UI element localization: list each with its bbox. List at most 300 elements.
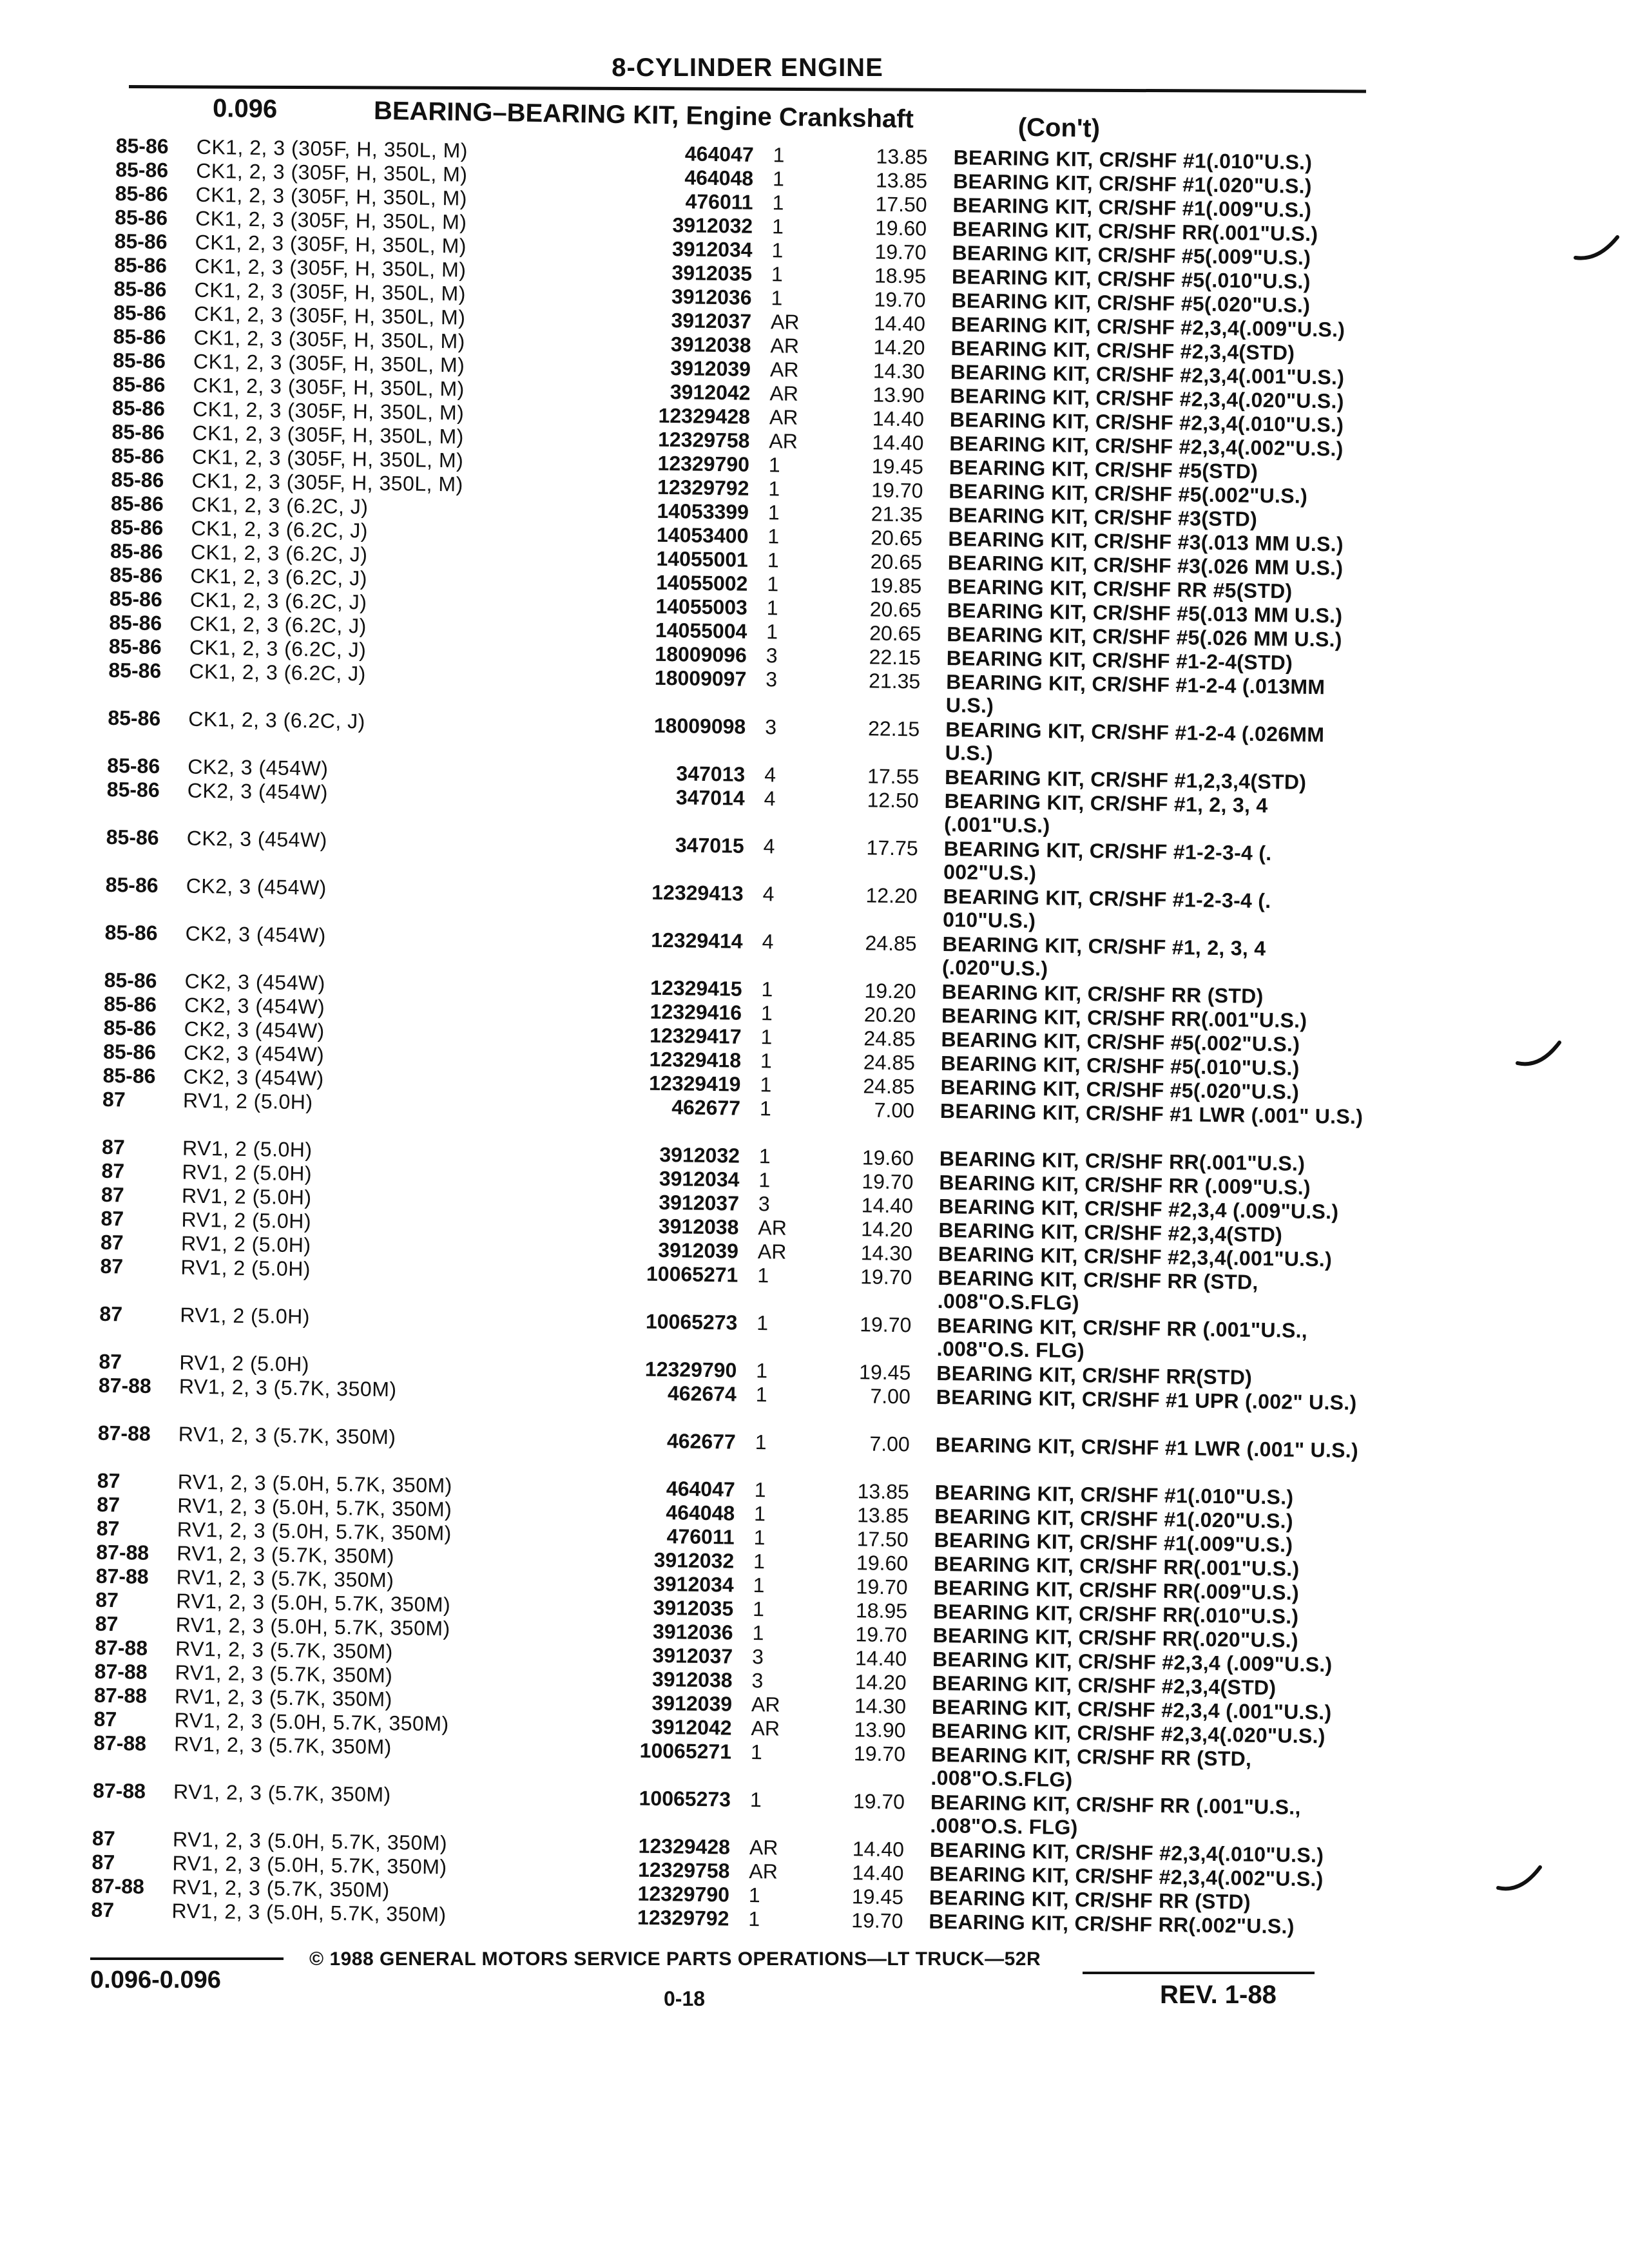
row-price: 20.65: [870, 550, 923, 574]
row-quantity: 1: [767, 572, 779, 596]
row-quantity: AR: [770, 310, 800, 334]
row-part-number: 3912038: [670, 332, 751, 357]
row-price: 13.90: [854, 1718, 906, 1742]
row-year: 85-86: [110, 491, 164, 516]
row-price: 19.70: [874, 287, 926, 312]
row-part-number: 3912039: [670, 356, 751, 381]
row-part-number: 476011: [685, 189, 753, 214]
row-year: 85-86: [103, 992, 157, 1017]
row-price: 14.20: [873, 335, 925, 360]
row-year: 85-86: [109, 610, 162, 635]
row-part-number: 464048: [684, 166, 754, 190]
row-part-number: 10065271: [639, 1738, 732, 1763]
row-part-number: 12329790: [637, 1881, 730, 1907]
row-part-number: 14055004: [655, 618, 747, 643]
row-year: 85-86: [109, 586, 163, 611]
row-price: 14.20: [861, 1217, 913, 1242]
row-year: 87-88: [94, 1635, 148, 1660]
row-year: 85-86: [111, 467, 164, 492]
row-model: RV1, 2, 3 (5.0H, 5.7K, 350M): [177, 1470, 453, 1497]
row-part-number: 462677: [666, 1429, 737, 1454]
row-year: 87-88: [91, 1874, 145, 1898]
row-quantity: AR: [751, 1716, 780, 1740]
row-part-number: 3912042: [670, 380, 751, 405]
row-quantity: 1: [768, 453, 780, 477]
row-part-number: 476011: [666, 1524, 735, 1549]
row-year: 85-86: [103, 1015, 157, 1041]
row-year: 85-86: [108, 634, 162, 659]
row-quantity: AR: [749, 1835, 778, 1860]
row-description: BEARING KIT, CR/SHF #2,3,4(.020"U.S.): [950, 384, 1344, 413]
row-quantity: 1: [772, 167, 785, 191]
row-quantity: 1: [748, 1883, 760, 1907]
row-quantity: 1: [772, 191, 784, 215]
row-model: CK2, 3 (454W): [184, 993, 325, 1019]
row-year: 85-86: [106, 825, 159, 850]
row-year: 85-86: [112, 348, 166, 373]
row-year: 85-86: [104, 920, 158, 945]
row-model: RV1, 2 (5.0H): [181, 1207, 312, 1233]
row-description: BEARING KIT, CR/SHF #5(.002"U.S.): [949, 479, 1308, 508]
row-year: 87-88: [94, 1659, 148, 1684]
row-quantity: AR: [770, 334, 800, 358]
row-quantity: 1: [771, 238, 784, 262]
row-model: RV1, 2, 3 (5.7K, 350M): [176, 1565, 394, 1592]
row-quantity: 3: [751, 1669, 764, 1693]
row-quantity: 1: [760, 1025, 773, 1049]
row-model: CK2, 3 (454W): [183, 1041, 325, 1066]
row-part-number: 12329792: [637, 1905, 729, 1930]
row-model: RV1, 2, 3 (5.0H, 5.7K, 350M): [177, 1517, 452, 1545]
row-year: 87-88: [96, 1540, 149, 1564]
row-description: BEARING KIT, CR/SHF RR(.001"U.S.): [952, 217, 1318, 246]
row-part-number: 12329758: [657, 427, 750, 452]
row-quantity: 1: [755, 1430, 767, 1454]
row-description: BEARING KIT, CR/SHF RR (STD, .008"O.S.FLG): [937, 1265, 1258, 1315]
row-year: 85-86: [111, 419, 165, 445]
row-price: 24.85: [863, 1026, 916, 1051]
row-quantity: AR: [769, 405, 798, 429]
row-part-number: 347015: [675, 833, 744, 858]
row-price: 12.50: [867, 788, 919, 812]
row-description: BEARING KIT, CR/SHF RR (.001"U.S., .008"O.S. FLG): [930, 1790, 1301, 1840]
row-part-number: 3912034: [653, 1571, 734, 1597]
row-quantity: 3: [751, 1645, 764, 1669]
row-model: RV1, 2 (5.0H): [180, 1231, 311, 1257]
row-part-number: 14053400: [656, 523, 749, 548]
row-description: BEARING KIT, CR/SHF #1-2-3-4 (. 002"U.S.): [943, 837, 1272, 885]
row-price: 13.85: [876, 144, 928, 169]
row-description: BEARING KIT, CR/SHF RR(.002"U.S.): [929, 1909, 1295, 1938]
row-price: 19.70: [871, 478, 923, 503]
row-price: 17.75: [866, 836, 918, 860]
row-description: BEARING KIT, CR/SHF #5(.010"U.S.): [951, 265, 1311, 293]
row-part-number: 12329790: [657, 451, 750, 476]
row-quantity: 1: [768, 477, 780, 501]
row-year: 85-86: [105, 872, 159, 898]
row-model: RV1, 2, 3 (5.0H, 5.7K, 350M): [171, 1899, 447, 1927]
row-price: 19.70: [874, 240, 927, 264]
row-quantity: 3: [758, 1192, 770, 1216]
row-part-number: 462674: [667, 1381, 737, 1406]
row-quantity: 1: [753, 1526, 766, 1550]
row-part-number: 12329418: [649, 1047, 742, 1072]
row-quantity: AR: [751, 1693, 780, 1716]
row-part-number: 3912037: [652, 1643, 733, 1668]
row-price: 24.85: [865, 931, 917, 956]
row-part-number: 3912037: [659, 1190, 740, 1215]
row-description: BEARING KIT, CR/SHF #3(.013 MM U.S.): [948, 527, 1344, 556]
parts-table: [91, 134, 1373, 1939]
row-model: RV1, 2, 3 (5.7K, 350M): [175, 1660, 393, 1687]
row-year: 85-86: [114, 229, 168, 254]
row-price: 19.70: [859, 1312, 912, 1337]
row-quantity: 1: [767, 524, 780, 548]
row-description: BEARING KIT, CR/SHF #5(.020"U.S.): [951, 289, 1311, 317]
row-model: RV1, 2 (5.0H): [181, 1184, 312, 1209]
row-model: RV1, 2 (5.0H): [179, 1350, 310, 1376]
row-part-number: 3912032: [672, 213, 753, 238]
row-quantity: 4: [764, 763, 776, 787]
row-price: 13.85: [857, 1479, 909, 1504]
row-quantity: 1: [757, 1311, 769, 1335]
row-description: BEARING KIT, CR/SHF #1 UPR (.002" U.S.): [936, 1385, 1357, 1415]
row-part-number: 12329414: [650, 928, 743, 953]
row-part-number: 14055001: [656, 546, 749, 572]
row-part-number: 12329428: [658, 403, 751, 428]
row-year: 85-86: [110, 562, 163, 588]
row-description: BEARING KIT, CR/SHF RR (STD): [929, 1885, 1251, 1914]
footer-rule-left: [90, 1957, 284, 1960]
row-year: 87-88: [93, 1683, 148, 1707]
row-description: BEARING KIT, CR/SHF RR(.001"U.S.): [933, 1552, 1300, 1581]
row-year: 85-86: [111, 396, 166, 421]
row-quantity: AR: [769, 358, 799, 381]
row-model: CK1, 2, 3 (305F, H, 350L, M): [195, 230, 467, 258]
row-part-number: 3912032: [653, 1548, 735, 1573]
row-year: 85-86: [110, 539, 164, 564]
row-description: BEARING KIT, CR/SHF #3(STD): [948, 503, 1258, 531]
row-year: 85-86: [106, 777, 160, 802]
row-year: 87: [97, 1468, 120, 1493]
footer-revision: REV. 1-88: [1160, 1981, 1277, 2009]
row-model: RV1, 2 (5.0H): [182, 1088, 313, 1114]
row-quantity: 1: [766, 596, 778, 620]
row-description: BEARING KIT, CR/SHF #1(.020"U.S.): [952, 169, 1313, 198]
footer-copyright: © 1988 GENERAL MOTORS SERVICE PARTS OPERATIONS—LT TRUCK—52R: [309, 1948, 1041, 1970]
row-model: RV1, 2, 3 (5.0H, 5.7K, 350M): [174, 1708, 449, 1736]
row-model: CK2, 3 (454W): [186, 874, 327, 899]
row-quantity: 1: [771, 286, 783, 310]
row-description: BEARING KIT, CR/SHF RR (.001"U.S., .008"O.S. FLG): [936, 1313, 1308, 1363]
row-part-number: 12329758: [637, 1858, 730, 1883]
row-part-number: 12329417: [649, 1023, 742, 1048]
row-description: BEARING KIT, CR/SHF RR(.020"U.S.): [932, 1623, 1299, 1652]
row-model: CK1, 2, 3 (305F, H, 350L, M): [192, 397, 465, 425]
row-year: 87-88: [93, 1731, 147, 1755]
row-description: BEARING KIT, CR/SHF RR(.010"U.S.): [932, 1599, 1299, 1628]
row-description: BEARING KIT, CR/SHF #5(.010"U.S.): [940, 1052, 1300, 1080]
row-description: BEARING KIT, CR/SHF #1(.009"U.S.): [934, 1528, 1293, 1557]
row-part-number: 12329428: [638, 1834, 731, 1859]
row-year: 85-86: [113, 324, 166, 349]
row-description: BEARING KIT, CR/SHF #5(.013 MM U.S.): [947, 599, 1343, 628]
row-description: BEARING KIT, CR/SHF #1,2,3,4(STD): [944, 765, 1307, 794]
row-quantity: 1: [750, 1740, 763, 1764]
row-part-number: 347013: [676, 762, 746, 786]
row-price: 14.40: [872, 430, 924, 455]
row-year: 85-86: [114, 205, 168, 230]
section-continued: (Con't): [1017, 113, 1101, 143]
row-part-number: 464048: [666, 1501, 735, 1525]
row-year: 87-88: [92, 1778, 146, 1803]
row-part-number: 12329419: [648, 1071, 741, 1096]
row-quantity: 4: [764, 787, 776, 811]
row-year: 85-86: [110, 515, 164, 540]
row-description: BEARING KIT, CR/SHF #1(.010"U.S.): [934, 1480, 1294, 1509]
row-model: RV1, 2 (5.0H): [180, 1303, 311, 1329]
row-description: BEARING KIT, CR/SHF #2,3,4(.010"U.S.): [929, 1838, 1324, 1867]
row-price: 17.50: [856, 1527, 909, 1552]
row-year: 85-86: [115, 134, 169, 159]
row-year: 85-86: [115, 157, 169, 182]
row-year: 85-86: [102, 1063, 156, 1088]
row-description: BEARING KIT, CR/SHF #2,3,4(.001"U.S.): [950, 360, 1345, 389]
row-price: 13.85: [856, 1503, 909, 1528]
row-year: 85-86: [112, 372, 166, 397]
row-quantity: 4: [762, 882, 775, 906]
row-year: 87: [102, 1087, 126, 1111]
row-model: CK1, 2, 3 (6.2C, J): [190, 540, 368, 566]
row-quantity: 1: [758, 1168, 771, 1192]
row-year: 87: [101, 1206, 124, 1231]
row-description: BEARING KIT, CR/SHF RR(.001"U.S.): [941, 1004, 1307, 1032]
row-year: 87: [92, 1850, 115, 1874]
row-description: BEARING KIT, CR/SHF #1-2-4(STD): [946, 646, 1293, 675]
row-part-number: 12329415: [650, 975, 742, 1001]
row-price: 24.85: [863, 1074, 915, 1099]
row-model: RV1, 2, 3 (5.7K, 350M): [178, 1422, 396, 1449]
row-description: BEARING KIT, CR/SHF #2,3,4 (.009"U.S.): [938, 1194, 1339, 1224]
row-description: BEARING KIT, CR/SHF RR (STD, .008"O.S.FLG): [930, 1742, 1252, 1791]
row-quantity: 1: [760, 1073, 772, 1097]
row-price: 19.60: [862, 1146, 914, 1170]
row-price: 17.50: [875, 192, 927, 216]
row-year: 85-86: [108, 658, 162, 683]
row-description: BEARING KIT, CR/SHF RR #5(STD): [947, 575, 1293, 603]
row-model: CK2, 3 (454W): [183, 1064, 324, 1090]
row-model: CK1, 2, 3 (305F, H, 350L, M): [195, 206, 467, 234]
page-header: [129, 52, 1366, 143]
row-part-number: 3912042: [651, 1715, 732, 1740]
section-title: BEARING–BEARING KIT, Engine Crankshaft: [373, 96, 914, 134]
row-year: 87: [93, 1707, 117, 1731]
row-price: 19.45: [858, 1360, 911, 1385]
row-model: CK1, 2, 3 (6.2C, J): [191, 492, 369, 519]
row-part-number: 12329790: [644, 1357, 737, 1382]
row-model: RV1, 2, 3 (5.7K, 350M): [177, 1541, 395, 1568]
row-model: CK2, 3 (454W): [188, 754, 329, 780]
row-part-number: 464047: [684, 142, 754, 166]
row-part-number: 3912038: [658, 1214, 739, 1239]
row-year: 87: [101, 1135, 125, 1159]
row-part-number: 3912036: [671, 285, 752, 309]
row-part-number: 12329416: [650, 999, 742, 1024]
row-description: BEARING KIT, CR/SHF #1 LWR (.001" U.S.): [940, 1099, 1364, 1129]
row-year: 87-88: [97, 1421, 151, 1445]
row-part-number: 3912039: [651, 1691, 733, 1716]
row-quantity: 1: [761, 977, 773, 1001]
row-price: 19.70: [855, 1622, 907, 1647]
row-year: 85-86: [102, 1039, 157, 1064]
row-model: CK1, 2, 3 (6.2C, J): [189, 611, 367, 638]
row-part-number: 3912039: [658, 1238, 739, 1263]
row-description: BEARING KIT, CR/SHF #2,3,4(.002"U.S.): [929, 1861, 1324, 1891]
row-quantity: 3: [766, 668, 778, 691]
row-model: RV1, 2, 3 (5.0H, 5.7K, 350M): [175, 1589, 451, 1617]
row-price: 19.70: [853, 1742, 906, 1766]
row-price: 19.70: [851, 1908, 903, 1933]
row-part-number: 18009098: [653, 713, 746, 738]
row-price: 19.70: [853, 1789, 905, 1814]
row-description: BEARING KIT, CR/SHF #3(.026 MM U.S.): [947, 551, 1344, 580]
row-description: BEARING KIT, CR/SHF RR(.001"U.S.): [939, 1146, 1306, 1175]
row-description: BEARING KIT, CR/SHF #2,3,4(STD): [950, 336, 1295, 365]
row-price: 20.65: [869, 597, 922, 622]
row-description: BEARING KIT, CR/SHF #1-2-3-4 (. 010"U.S.): [942, 885, 1271, 933]
row-quantity: AR: [749, 1859, 778, 1883]
row-price: 19.85: [870, 573, 922, 598]
row-part-number: 10065271: [646, 1262, 738, 1287]
row-price: 14.40: [872, 407, 925, 431]
row-part-number: 12329792: [657, 475, 749, 500]
row-year: 87: [100, 1254, 124, 1278]
row-price: 20.65: [869, 621, 921, 646]
row-description: BEARING KIT, CR/SHF #2,3,4(STD): [938, 1218, 1283, 1247]
row-model: RV1, 2, 3 (5.7K, 350M): [174, 1684, 393, 1711]
row-model: RV1, 2, 3 (5.0H, 5.7K, 350M): [172, 1827, 448, 1855]
row-description: BEARING KIT, CR/SHF #2,3,4(.020"U.S.): [931, 1718, 1326, 1748]
row-part-number: 12329413: [651, 880, 744, 905]
row-quantity: 1: [748, 1907, 760, 1931]
row-description: BEARING KIT, CR/SHF #2,3,4(.002"U.S.): [949, 432, 1344, 461]
row-price: 18.95: [874, 264, 927, 288]
row-quantity: AR: [757, 1240, 787, 1264]
row-price: 21.35: [871, 502, 923, 526]
row-price: 14.30: [872, 359, 925, 383]
row-description: BEARING KIT, CR/SHF #5(.026 MM U.S.): [947, 622, 1343, 651]
row-model: CK1, 2, 3 (6.2C, J): [188, 707, 366, 733]
row-quantity: 1: [753, 1573, 765, 1597]
row-model: CK1, 2, 3 (305F, H, 350L, M): [194, 254, 467, 282]
row-year: 87: [91, 1898, 115, 1922]
row-model: RV1, 2, 3 (5.7K, 350M): [173, 1780, 391, 1807]
row-model: CK1, 2, 3 (305F, H, 350L, M): [194, 278, 467, 305]
row-quantity: 1: [771, 215, 784, 238]
row-price: 13.85: [875, 168, 928, 193]
header-rule: [129, 85, 1366, 93]
row-part-number: 3912032: [659, 1142, 740, 1168]
row-price: 24.85: [863, 1050, 916, 1075]
row-description: BEARING KIT, CR/SHF #2,3,4(.009"U.S.): [950, 312, 1345, 341]
row-part-number: 464047: [666, 1477, 735, 1501]
row-description: BEARING KIT, CR/SHF #2,3,4 (.001"U.S.): [931, 1695, 1332, 1724]
row-price: 22.15: [869, 645, 921, 669]
row-description: BEARING KIT, CR/SHF #1(.010"U.S.): [953, 146, 1313, 174]
row-quantity: 1: [767, 501, 780, 524]
row-quantity: 1: [773, 143, 785, 167]
row-quantity: 1: [766, 620, 778, 644]
row-quantity: 1: [755, 1383, 767, 1407]
row-price: 17.55: [867, 764, 920, 789]
row-price: 12.20: [865, 883, 918, 908]
row-description: BEARING KIT, CR/SHF RR (STD): [941, 980, 1264, 1008]
row-model: CK1, 2, 3 (305F, H, 350L, M): [193, 349, 465, 377]
row-description: BEARING KIT, CR/SHF #5(.009"U.S.): [952, 241, 1311, 269]
row-part-number: 18009096: [655, 642, 747, 667]
row-model: CK2, 3 (454W): [186, 826, 328, 852]
footer-rule-right: [1083, 1972, 1315, 1974]
row-quantity: 1: [757, 1264, 769, 1287]
row-description: BEARING KIT, CR/SHF #5(.002"U.S.): [941, 1028, 1300, 1056]
row-price: 7.00: [869, 1432, 910, 1456]
row-part-number: 3912036: [652, 1619, 733, 1644]
row-year: 87: [99, 1349, 122, 1374]
row-model: CK1, 2, 3 (6.2C, J): [190, 564, 368, 590]
row-price: 19.60: [874, 216, 927, 240]
row-quantity: 4: [763, 834, 775, 858]
row-model: RV1, 2 (5.0H): [182, 1160, 313, 1186]
row-part-number: 3912037: [671, 309, 752, 333]
row-part-number: 462677: [671, 1095, 741, 1120]
row-price: 20.20: [863, 1003, 916, 1027]
row-year: 87: [99, 1302, 123, 1326]
row-quantity: 3: [764, 715, 777, 739]
row-price: 19.70: [860, 1265, 912, 1289]
row-model: RV1, 2, 3 (5.0H, 5.7K, 350M): [177, 1494, 452, 1521]
row-year: 85-86: [115, 181, 168, 206]
row-model: CK2, 3 (454W): [184, 1017, 325, 1043]
row-price: 19.70: [862, 1169, 914, 1194]
row-model: RV1, 2, 3 (5.7K, 350M): [173, 1732, 392, 1759]
row-quantity: 4: [762, 930, 774, 954]
row-description: BEARING KIT, CR/SHF #5(.020"U.S.): [940, 1075, 1300, 1104]
row-price: 14.20: [854, 1670, 907, 1695]
row-year: 85-86: [113, 253, 168, 278]
row-description: BEARING KIT, CR/SHF #1-2-4 (.026MM U.S.): [945, 718, 1325, 765]
row-quantity: AR: [758, 1216, 787, 1240]
row-part-number: 3912035: [653, 1595, 734, 1620]
row-quantity: 1: [758, 1144, 771, 1168]
row-model: CK1, 2, 3 (6.2C, J): [189, 635, 367, 662]
row-price: 18.95: [855, 1599, 908, 1623]
row-year: 87: [100, 1230, 124, 1254]
row-model: CK1, 2, 3 (6.2C, J): [189, 659, 367, 686]
row-model: RV1, 2, 3 (5.7K, 350M): [171, 1875, 390, 1902]
row-year: 87-88: [95, 1564, 149, 1588]
row-description: BEARING KIT, CR/SHF #2,3,4 (.009"U.S.): [932, 1647, 1333, 1677]
row-part-number: 14053399: [657, 499, 749, 524]
row-part-number: 10065273: [645, 1309, 738, 1334]
row-part-number: 3912034: [671, 237, 753, 262]
row-price: 21.35: [868, 669, 921, 693]
row-description: BEARING KIT, CR/SHF RR(STD): [936, 1361, 1253, 1389]
row-description: BEARING KIT, CR/SHF #1, 2, 3, 4 (.020"U.S.): [941, 932, 1266, 981]
row-model: RV1, 2, 3 (5.0H, 5.7K, 350M): [175, 1613, 450, 1640]
row-year: 85-86: [108, 706, 161, 731]
row-year: 87: [97, 1492, 120, 1517]
row-description: BEARING KIT, CR/SHF RR (.009"U.S.): [939, 1170, 1311, 1200]
